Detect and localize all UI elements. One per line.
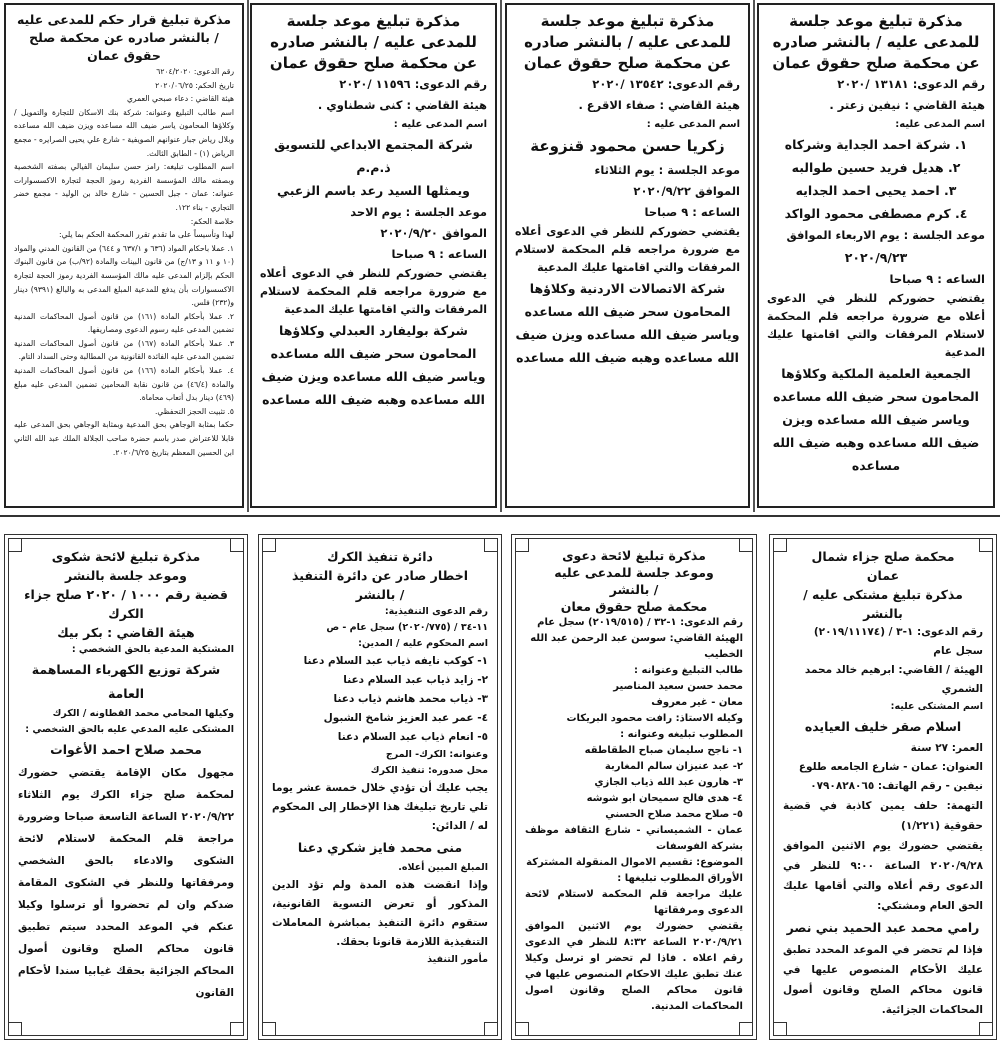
notice-heading: وموعد جلسة للمدعى عليه	[554, 565, 714, 580]
notice-line: يجب عليك أن تؤدي خلال خمسة عشر يوما تلي تاريخ تبليغك هذا الإخطار إلى المحكوم له / الدائن:	[272, 782, 488, 832]
notice-line: ١- كوكب نايفه ذياب عبد السلام دعنا	[303, 655, 488, 667]
notice-line: محمد حسن سعيد المناصير	[613, 681, 743, 692]
notice-line: رقم الدعوى: ١٣٥٤٢ /٢٠٢٠	[592, 77, 740, 91]
notice-line: هيئة القاضي : كنى شطناوي .	[317, 98, 487, 112]
notice-line: رقم الدعوى: ١-٣ / (٢٠١٩/١١١٧٤) سجل عام	[813, 626, 983, 657]
ornament-corner	[773, 1022, 787, 1036]
notice-line: الساعه : ٩ صباحا	[644, 205, 740, 219]
notice-line: رامي محمد عبد الحميد بني نصر	[786, 920, 980, 935]
notice-line: الموضوع: تقسيم الاموال المنقولة المشتركة	[526, 857, 743, 868]
notice-line: يقتضي حضورك يوم الاثنين الموافق ٢٠٢٠/٩/٢٨ الساعة ٩:٠٠ للنظر في الدعوى رقم أعلاه والتي أقامها عليك الحق العام ومشتكي:	[783, 840, 983, 912]
notice-line: الأوراق المطلوب تبليغها :	[617, 873, 743, 884]
notice-heading: للمدعى عليه / بالنشر صادره	[772, 33, 980, 51]
notice-heading: مذكرة تبليغ موعد جلسة	[286, 12, 461, 30]
notice-line: الموافق ٢٠٢٠/٩/٢٢	[633, 184, 740, 198]
notice-line: ٣- ذياب محمد هاشم ذياب دعنا	[333, 693, 488, 705]
ornament-corner	[262, 1022, 276, 1036]
notice-line: ١١-٣٤ / (٢٠٢٠/٧٧٥) سجل عام - ص	[326, 622, 488, 633]
notice-line: ٤. عملا بأحكام المادة (١٦٦) من قانون أصول المحاكمات المدنية والمادة (٤٦/٤) من قانون نقابة المحامين تضمين المدعى عليه مبلغ (٤٦٩) دينار بدل أتعاب محاماة.	[14, 366, 235, 403]
ornament-corner	[773, 538, 787, 552]
ornament-corner	[515, 1022, 529, 1036]
notice-line: حكما بمثابة الوجاهي بحق المدعية وبمثابة الوجاهي بحق المدعى عليه قابلا للاعتراض صدر باسم حضرة صاحب الجلالة الملك عبد الله الثاني ابن الحسين المعظم بتاريخ ٢٠٢٠/٦/٢٥.	[14, 420, 234, 457]
notice-line: يقتضي حضوركم للنظر في الدعوى أعلاه مع ضرورة مراجعه قلم المحكمة لاستلام المرفقات والتي اقامتها عليك المدعية	[767, 292, 985, 359]
notice-line: رقم الدعوى التنفيذية:	[384, 606, 488, 617]
ornament-corner	[262, 538, 276, 552]
notice-line: شركة المجتمع الابداعي للتسويق ذ.م.م	[274, 137, 473, 175]
notice-heading: / بالنشر	[609, 582, 659, 597]
notice-line: ٤- هدى فالح سميحان ابو شوشه	[586, 793, 743, 804]
notice-maan-civil	[515, 538, 753, 1036]
notice-line: يقتضي حضوركم للنظر في الدعوى أعلاه مع ضرورة مراجعه قلم المحكمة لاستلام المرفقات والتي اقامتها عليك المدعية	[515, 225, 740, 274]
notice-line: ٢. عملا بأحكام المادة (١٦١) من قانون أصول المحاكمات المدنية تضمين المدعى عليه رسوم الدعوى ومصاريفها.	[14, 311, 234, 335]
notice-line: ٤- عمر عبد العزيز شامخ الشبول	[323, 712, 488, 724]
notice-heading: للمدعى عليه / بالنشر صادره	[270, 33, 477, 51]
notice-heading: عن محكمة صلح حقوق عمان	[269, 54, 478, 72]
ornament-corner	[515, 538, 529, 552]
notice-line: اسم المدعى عليه :	[646, 119, 740, 130]
notice-line: ٣. احمد يحيى احمد الجدايه	[795, 183, 957, 198]
notice-heading: مذكرة تبليغ لائحة شكوى	[51, 549, 201, 564]
column-divider	[753, 0, 755, 512]
notice-line: وكيله الاستاذ: رافت محمود البريكات	[566, 713, 743, 724]
notice-heading: دائرة تنفيذ الكرك	[327, 549, 433, 564]
notice-line: يقتضي حضوركم للنظر في الدعوى أعلاه مع ضرورة مراجعه قلم المحكمة لاستلام المرفقات والتي اقامتها عليك المدعية	[260, 267, 487, 316]
notice-line: العمر: ٢٧ سنة	[910, 742, 983, 754]
notice-line: ويمثلها السيد رعد باسم الزعبي	[277, 183, 470, 198]
notice-line: ٢٠٢٠/٩/٢٣	[844, 250, 908, 265]
notice-line: شركة توزيع الكهرباء المساهمة العامة	[31, 662, 221, 701]
notice-line: موعد الجلسة : يوم الاربعاء الموافق	[786, 228, 985, 242]
notice-line: موعد الجلسة : يوم الاحد	[350, 205, 487, 219]
notice-line: الساعه : ٩ صباحا	[391, 247, 487, 261]
row-divider	[0, 515, 1000, 517]
notice-line: الساعه : ٩ صباحا	[889, 272, 985, 286]
notice-line: العنوان: عمان - شارع الجامعه طلوع نيفين - رقم الهاتف: ٠٧٩٠٨٢٨٠٦٥	[798, 761, 983, 792]
notice-line: اسم طالب التبليغ وعنوانه: شركة بنك الاسكان للتجارة والتمويل / وكلاؤها المحامون ياسر ضيف الله مساعده ويزن ضيف الله مساعده وبلال رياض جبار عنوانهم الصويفية - شارع علي يحيى الصرايره - مجمع الرياض (١) - الطابق الثالث.	[14, 107, 234, 158]
notice-line: ٣- هارون عبد الله ذياب الجازي	[594, 777, 743, 788]
notice-line: ١- ناجح سليمان صباح الطقاطقه	[584, 745, 743, 756]
notice-line: ٣. عملا بأحكام المادة (١٦٧) من قانون أصول المحاكمات المدنية تضمين المدعى عليه الفائدة القانونية من المطالبة وحتى السداد التام.	[14, 338, 234, 362]
notice-heading: هيئة القاضي : بكر بيك	[57, 625, 195, 640]
notice-line: هيئة القاضي : صفاء الاقرع .	[578, 98, 740, 112]
notice-heading: اخطار صادر عن دائرة التنفيذ	[292, 568, 468, 583]
notice-line: تاريخ الحكم: ٢٠٢٠/٠٦/٢٥	[155, 80, 234, 90]
ornament-corner	[739, 538, 753, 552]
notice-line: يقتضي حضورك يوم الاثنين الموافق ٢٠٢٠/٩/٢١ الساعة ٨:٣٢ للنظر في الدعوى رقم اعلاه . فاذا لم تحضر او ترسل وكيلا عنك تطبق عليك الاحكام المنصوص عليها في قانون محاكم الصلح وقانون اصول المحاكمات المدنية.	[525, 921, 743, 1012]
notice-heading: عن محكمة صلح حقوق عمان	[523, 54, 732, 72]
notice-line: هيئة القاضي : نيفين زعتر .	[829, 98, 985, 112]
notice-line: محمد صلاح احمد الأغوات	[50, 742, 202, 757]
notice-line: زكريا حسن محمود قنزوعة	[530, 137, 725, 155]
notice-line: ٥. تثبيت الحجز التحفظي.	[154, 406, 234, 416]
notice-line: ٢- زايد ذياب عبد السلام دعنا	[343, 674, 488, 686]
notice-line: المشتكية المدعية بالحق الشخصي :	[71, 644, 234, 655]
notice-line: طالب التبليغ وعنوانه :	[634, 665, 743, 676]
notice-line: اسلام صقر خليف العيايده	[804, 719, 962, 734]
notice-line: المبلغ المبين أعلاه.	[398, 862, 488, 873]
notice-heading: محكمة صلح جزاء شمال	[811, 549, 955, 564]
notice-session-13181	[757, 3, 995, 508]
ornament-corner	[484, 538, 498, 552]
notice-line: محل صدوره: تنفيذ الكرك	[370, 765, 488, 776]
notice-line: خلاصة الحكم:	[190, 216, 234, 226]
notice-line: لهذا وتأسيساً على ما تقدم تقرر المحكمة الحكم بما يلي:	[59, 230, 234, 240]
notice-line: ١. عملا باحكام المواد (٦٣٦ و ٦٣٧/١ و ٦٤٤) من القانون المدني والمواد (١٠ و ١١ و ١٣/ج) من قانون البينات والمادة (٩٢/ب) من قانون البنوك الحكم بإلزام المدعى عليه مالك المؤسسة الفردية رموز الحجة لتجارة الاكسسوارات بأن يدفع للمدعية المبلغ المدعى به والبالغ (٩٣٩١) دينار و(٢٣٢) فلس.	[14, 243, 235, 308]
notice-line: مأمور التنفيذ	[427, 954, 488, 965]
notice-heading: عمان	[866, 568, 900, 583]
notice-line: المشتكى عليه المدعي عليه بالحق الشخصي :	[25, 724, 234, 735]
column-divider	[247, 0, 249, 512]
notice-line: رقم الدعوى: ٦٢٠٤/٢٠٢٠	[156, 67, 234, 76]
notice-line: الهيئة / القاضي: ابرهيم خالد محمد الشمري	[804, 664, 983, 695]
notice-line: ٢- عبد عنيزان سالم المغاربة	[604, 761, 743, 772]
notice-line: اسم المشتكى عليه:	[890, 701, 983, 712]
notice-line: ٥- صلاح محمد صلاح الحسني	[605, 809, 743, 820]
notice-line: شركة الاتصالات الاردنية وكلاؤها المحامون سحر ضيف الله مساعده وياسر ضيف الله مساعده ويزن ضيف الله مساعده وهبه ضيف الله مساعده	[515, 281, 740, 365]
notice-line: ١. شركة احمد الجداية وشركاه	[784, 137, 968, 152]
ornament-corner	[979, 538, 993, 552]
notice-line: اسم المطلوب تبليغه: رامز حسن سليمان الفيالي بصفته الشخصية وبصفته مالك المؤسسة الفردية رموز الحجة لتجارة الاكسسوارات عنوانه: عمان - جبل الحسين - شارع خالد بن الوليد - مجمع خضر التجاري - بناء ١٢٢.	[14, 162, 234, 212]
column-divider	[500, 0, 502, 512]
notice-line: الموافق ٢٠٢٠/٩/٢٠	[380, 226, 487, 240]
notice-line: رقم الدعوى: ١٣١٨١ /٢٠٢٠	[837, 77, 985, 91]
notice-heading: عن محكمة صلح حقوق عمان	[772, 54, 980, 72]
notice-line: الهيئة القاضي: سوسن عبد الرحمن عبد الله الخطيب	[530, 633, 743, 660]
notice-line: عليك مراجعة قلم المحكمة لاستلام لائحة الدعوى ومرفقاتها	[525, 889, 743, 916]
notice-line: مجهول مكان الإقامة يقتضي حضورك لمحكمة صلح جزاء الكرك يوم الثلاثاء ٢٠٢٠/٩/٢٢ الساعة التاسعة صباحا وضرورة مراجعة قلم المحكمة لاستلام لائحة الشكوى والادعاء بالحق الشخصي ومرفقاتها وللنظر في الشكوى المقامة ضدكم وان لم تحضروا أو ترسلوا وكيلا عنكم في الموعد المحدد سيتم تطبيق قانون محاكم الصلح وقانون أصول المحاكم الجزائية بحقك غيابيا سندا لأحكام القانون	[18, 767, 234, 999]
notice-heading: مذكرة تبليغ قرار حكم للمدعى عليه / بالنشر صادره عن محكمة صلح حقوق عمان	[16, 12, 232, 63]
notice-line: منى محمد فايز شكري دعنا	[297, 840, 463, 855]
notice-line: ٢. هديل فريد حسين طوالبه	[791, 160, 961, 175]
ornament-corner	[8, 538, 22, 552]
notice-line: ٤. كرم مصطفى محمود الواكد	[784, 206, 968, 221]
notice-heading: وموعد جلسة بالنشر	[65, 568, 187, 583]
notice-line: معان - غير معروف	[651, 697, 743, 708]
ornament-corner	[8, 1022, 22, 1036]
notice-line: رقم الدعوى: ١-٣٢ / (٢٠١٩/٥١٥) سجل عام	[537, 617, 743, 628]
notice-line: التهمة: حلف يمين كاذبة في قضية حقوقية (١/٢٢١)	[783, 800, 983, 832]
notice-karak-execution	[262, 538, 498, 1036]
notice-line: وكيلها المحامي محمد القطاونه / الكرك	[52, 708, 234, 719]
ornament-corner	[230, 538, 244, 552]
notice-line: شركة بوليفارد العبدلي وكلاؤها المحامون سحر ضيف الله مساعده وياسر ضيف الله مساعده ويزن ضيف الله مساعده وهبه ضيف الله مساعده	[261, 323, 486, 407]
notice-heading: / بالنشر	[355, 587, 405, 602]
notice-line: المطلوب تبليغه وعنوانه :	[620, 729, 743, 740]
notice-line: هيئة القاضي : دعاء صبحي العمري	[126, 94, 234, 104]
notice-line: الجمعية العلمية الملكية وكلاؤها المحامون سحر ضيف الله مساعده وياسر ضيف الله مساعده ويزن ضيف الله مساعده وهبه ضيف الله مساعده	[772, 366, 980, 473]
ornament-corner	[979, 1022, 993, 1036]
notice-judgment-6204	[4, 3, 244, 508]
ornament-corner	[739, 1022, 753, 1036]
notice-line: فإذا لم تحضر في الموعد المحدد تطبق عليك الأحكام المنصوص عليها في قانون محاكم الصلح وقانون أصول المحاكمات الجزائية.	[783, 944, 983, 1016]
notice-heading: محكمة صلح حقوق معان	[560, 599, 708, 614]
ornament-corner	[230, 1022, 244, 1036]
notice-session-13542	[505, 3, 750, 508]
notice-line: ٥- انعام ذياب عبد السلام دعنا	[337, 731, 488, 743]
notice-line: اسم المدعى عليه :	[393, 119, 487, 130]
notice-session-11596	[250, 3, 497, 508]
notice-heading: مذكرة تبليغ موعد جلسة	[540, 12, 715, 30]
notice-heading: مذكرة تبليغ مشتكى عليه / بالنشر	[803, 587, 963, 621]
notice-line: موعد الجلسة : يوم الثلاثاء	[594, 163, 740, 177]
notice-line: اسم المدعى عليه:	[895, 119, 985, 130]
notice-line: رقم الدعوى: ١١٥٩٦ /٢٠٢٠	[339, 77, 487, 91]
notice-karak-complaint	[8, 538, 244, 1036]
notice-line: اسم المحكوم عليه / المدين:	[358, 638, 488, 649]
notice-line: عمان - الشميساني - شارع الثقافة موظف بشركة الفوسفات	[525, 825, 743, 852]
notice-line: وعنوانه: الكرك- المرج	[385, 749, 488, 760]
ornament-corner	[484, 1022, 498, 1036]
notice-heading: مذكرة تبليغ موعد جلسة	[789, 12, 963, 30]
notice-heading: للمدعى عليه / بالنشر صادره	[524, 33, 731, 51]
notice-heading: الكرك	[108, 606, 144, 621]
notice-heading: قضية رقم ١٠٠٠ / ٢٠٢٠ صلح جزاء	[24, 587, 228, 602]
notice-heading: مذكرة تبليغ لائحة دعوى	[562, 548, 706, 563]
notice-north-amman-penal	[773, 538, 993, 1036]
notice-line: وإذا انقضت هذه المدة ولم تؤد الدين المذكور أو تعرض التسوية القانونية، ستقوم دائرة التنفيذ بمباشرة المعاملات التنفيذية اللازمة قانونا بحقك.	[272, 879, 488, 948]
